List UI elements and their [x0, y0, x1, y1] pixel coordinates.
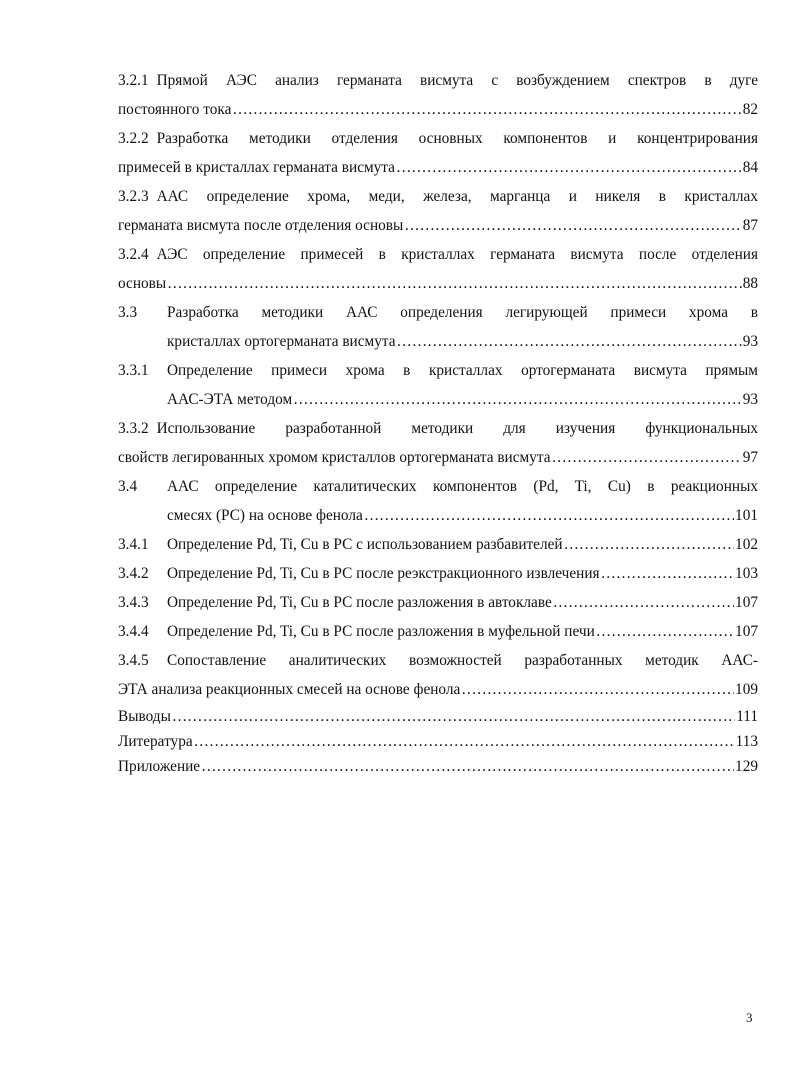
- toc-title-line: Прямой АЭС анализ германата висмута с возбуждением спектров в дуге: [156, 72, 758, 89]
- toc-leader: [596, 617, 734, 646]
- toc-leader: [396, 153, 742, 182]
- toc-title-line: АЭС определение примесей в кристаллах германата висмута после отделения: [156, 246, 758, 263]
- toc-entry-conclusions[interactable]: [118, 704, 758, 729]
- toc-number: 3.2.2: [118, 130, 149, 147]
- toc-leader: [364, 501, 734, 530]
- toc-page: 84: [742, 159, 758, 176]
- toc-leader: [553, 588, 734, 617]
- toc-number: 3.3: [118, 304, 138, 321]
- toc-entry-3-2-1[interactable]: [118, 66, 758, 124]
- toc-title-line: примесей в кристаллах германата висмута: [118, 159, 395, 176]
- toc-number: 3.2.4: [118, 246, 149, 263]
- toc-number: 3.4.1: [118, 536, 149, 553]
- toc-leader: [552, 443, 742, 472]
- toc-number: 3.4.3: [118, 594, 149, 611]
- toc-title-line: ЭТА анализа реакционных смесей на основе фенола: [118, 681, 461, 698]
- toc-page: 88: [742, 275, 758, 292]
- toc-title-line: Сопоставление аналитических возможностей разработанных методик ААС-: [167, 652, 758, 669]
- toc-page: 87: [742, 217, 758, 234]
- toc-title-line: Определение Pd, Ti, Cu в РС после разложения в автоклаве: [167, 594, 552, 611]
- toc-number: 3.4: [118, 478, 138, 495]
- toc-title-line: основы: [118, 275, 167, 292]
- toc-entry-3-2-3[interactable]: [118, 182, 758, 240]
- toc-page: 93: [742, 333, 758, 350]
- toc-page: 97: [742, 449, 758, 466]
- toc-title-line: кристаллах ортогерманата висмута: [167, 333, 396, 350]
- toc-entry-3-4-1[interactable]: [118, 530, 758, 559]
- toc-title-line: Разработка методики отделения основных компонентов и концентрирования: [156, 130, 758, 147]
- toc-title-line: Использование разработанной методики для изучения функциональных: [156, 420, 758, 437]
- toc-entry-3-4-2[interactable]: [118, 559, 758, 588]
- toc-entry-3-2-4[interactable]: [118, 240, 758, 298]
- toc-leader: [194, 729, 735, 754]
- toc-entry-literature[interactable]: [118, 729, 758, 754]
- toc-title-line: Выводы: [118, 708, 171, 725]
- toc-title-line: Определение примеси хрома в кристаллах ортогерманата висмута прямым: [167, 362, 758, 379]
- toc-page: 107: [735, 623, 758, 640]
- toc-page: 111: [736, 708, 758, 725]
- toc-page: 93: [742, 391, 758, 408]
- toc-page: 82: [742, 101, 758, 118]
- toc-title-line: постоянного тока: [118, 101, 232, 118]
- toc-title-line: германата висмута после отделения основы: [118, 217, 404, 234]
- toc-number: 3.2.1: [118, 72, 149, 89]
- table-of-contents: [118, 66, 758, 779]
- page-number: 3: [746, 1010, 753, 1025]
- toc-number: 3.4.4: [118, 623, 149, 640]
- toc-title-line: Литература: [118, 733, 193, 750]
- toc-number: 3.3.2: [118, 420, 149, 437]
- toc-leader: [564, 530, 734, 559]
- toc-entry-3-4[interactable]: [118, 472, 758, 530]
- toc-leader: [201, 754, 734, 779]
- toc-title-line: Определение Pd, Ti, Cu в РС после разложения в муфельной печи: [167, 623, 595, 640]
- toc-leader: [397, 327, 742, 356]
- toc-entry-3-4-5[interactable]: [118, 646, 758, 704]
- toc-title-line: смесях (РС) на основе фенола: [167, 507, 363, 524]
- toc-title-line: Разработка методики ААС определения легирующей примеси хрома в: [167, 304, 758, 321]
- toc-leader: [232, 95, 741, 124]
- toc-entry-appendix[interactable]: [118, 754, 758, 779]
- toc-title-line: Определение Pd, Ti, Cu в РС после реэкстракционного извлечения: [167, 565, 600, 582]
- toc-number: 3.4.2: [118, 565, 149, 582]
- toc-title-line: свойств легированных хромом кристаллов ортогерманата висмута: [118, 449, 551, 466]
- toc-title-line: ААС определение хрома, меди, железа, марганца и никеля в кристаллах: [156, 188, 758, 205]
- toc-number: 3.2.3: [118, 188, 149, 205]
- toc-leader: [293, 385, 742, 414]
- toc-number: 3.3.1: [118, 362, 149, 379]
- toc-page: 109: [735, 681, 758, 698]
- toc-page: 113: [735, 733, 758, 750]
- toc-leader: [172, 704, 735, 729]
- toc-entry-3-4-3[interactable]: [118, 588, 758, 617]
- toc-entry-3-3-2[interactable]: [118, 414, 758, 472]
- toc-title-line: Определение Pd, Ti, Cu в РС с использованием разбавителей: [167, 536, 563, 553]
- toc-title-line: ААС определение каталитических компонентов (Pd, Ti, Cu) в реакционных: [167, 478, 758, 495]
- toc-number: 3.4.5: [118, 652, 149, 669]
- toc-entry-3-3[interactable]: [118, 298, 758, 356]
- toc-page: 102: [735, 536, 758, 553]
- toc-leader: [167, 269, 742, 298]
- toc-page: 101: [735, 507, 758, 524]
- toc-leader: [404, 211, 741, 240]
- toc-page: 107: [735, 594, 758, 611]
- toc-page: 103: [735, 565, 758, 582]
- toc-entry-3-2-2[interactable]: [118, 124, 758, 182]
- toc-entry-3-3-1[interactable]: [118, 356, 758, 414]
- toc-leader: [461, 675, 734, 704]
- toc-entry-3-4-4[interactable]: [118, 617, 758, 646]
- toc-leader: [601, 559, 734, 588]
- toc-title-line: ААС-ЭТА методом: [167, 391, 293, 408]
- toc-title-line: Приложение: [118, 758, 201, 775]
- toc-page: 129: [735, 758, 758, 775]
